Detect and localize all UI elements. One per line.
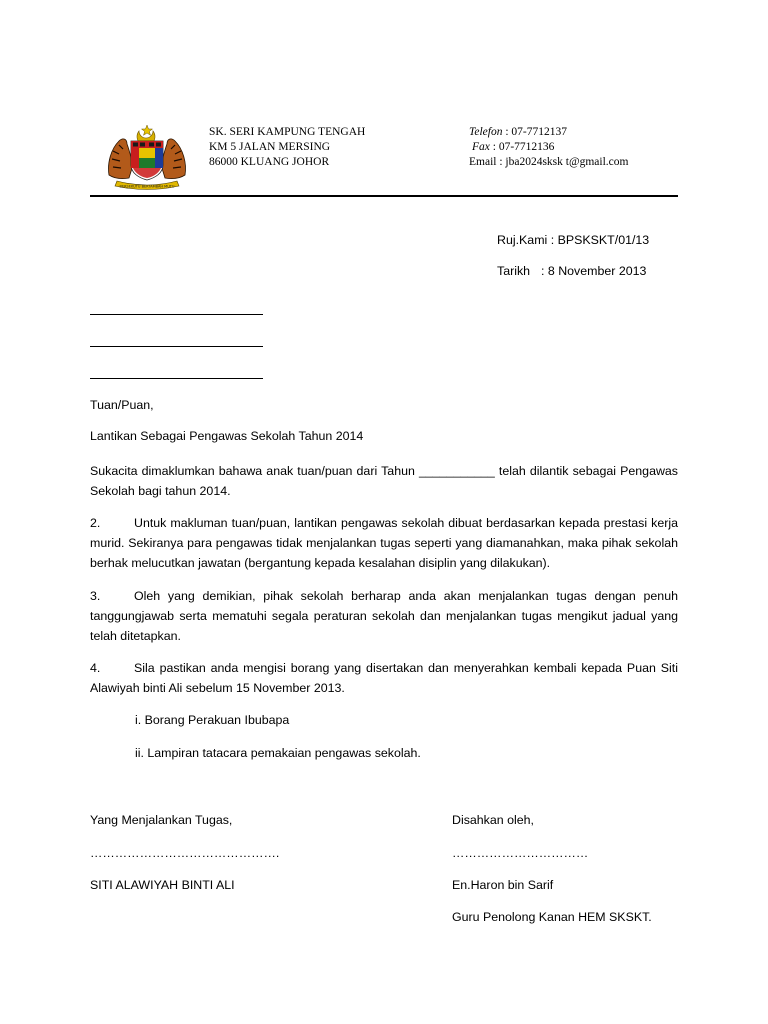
school-street: KM 5 JALAN MERSING	[209, 141, 331, 153]
fax-label: Fax	[472, 141, 490, 153]
attachment-item: i. Borang Perakuan Ibubapa	[135, 713, 290, 727]
paragraph-2	[90, 513, 678, 573]
letter-date	[497, 264, 646, 278]
fax-value: : 07-7712136	[492, 141, 555, 153]
telefon-label: Telefon	[469, 126, 503, 138]
paragraph-3-text: Oleh yang demikian, pihak sekolah berharap anda akan menjalankan tugas dengan penuh tanggungjawab serta mematuhi segala peraturan sekolah dan menjalankan tugas mengikut jadual yang telah ditetapkan.	[90, 589, 678, 643]
left-signature-line: ……………………………………….	[90, 846, 280, 860]
paragraph-4	[90, 658, 678, 698]
paragraph-number: 3.	[90, 589, 101, 603]
tarikh-value: : 8 November 2013	[541, 264, 647, 278]
telefon-value: : 07-7712137	[505, 126, 567, 138]
coat-of-arms-logo	[103, 123, 191, 191]
right-signature-line: ……………………………	[452, 846, 589, 860]
svg-text:BERSEKUTU BERTAMBAH MUTU: BERSEKUTU BERTAMBAH MUTU	[119, 184, 175, 189]
reference-number: Ruj.Kami : BPSKSKT/01/13	[497, 233, 650, 247]
fax-line	[469, 140, 628, 155]
school-city: 86000 KLUANG JOHOR	[209, 156, 330, 168]
email-line: Email : jba2024sksk t@gmail.com	[469, 156, 629, 168]
paragraph-2-text: Untuk makluman tuan/puan, lantikan pengawas sekolah dibuat berdasarkan kepada prestasi kerja murid. Sekiranya para pengawas tidak menjalankan tugas seperti yang diamanahkan, maka pihak sekolah berhak melucutkan jawatan (bergantung kepada kesalahan disiplin yang dilakukan).	[90, 516, 678, 570]
recipient-address-line	[90, 377, 263, 379]
recipient-address-line	[90, 313, 263, 315]
paragraph-number: 2.	[90, 516, 101, 530]
left-signature-title: Yang Menjalankan Tugas,	[90, 813, 233, 827]
school-name: SK. SERI KAMPUNG TENGAH	[209, 126, 366, 138]
recipient-address-line	[90, 345, 263, 347]
school-contact	[469, 125, 628, 170]
right-signatory-position: Guru Penolong Kanan HEM SKSKT.	[452, 910, 652, 924]
attachment-item: ii. Lampiran tatacara pemakaian pengawas sekolah.	[135, 746, 421, 760]
salutation: Tuan/Puan,	[90, 398, 154, 412]
paragraph-4-text: Sila pastikan anda mengisi borang yang disertakan dan menyerahkan kembali kepada Puan Siti Alawiyah binti Ali sebelum 15 November 2013.	[90, 661, 678, 695]
school-address	[209, 125, 365, 170]
tarikh-label: Tarikh	[497, 264, 531, 278]
right-signature-title: Disahkan oleh,	[452, 813, 534, 827]
paragraph-3	[90, 586, 678, 646]
paragraph-number: 4.	[90, 661, 101, 675]
header-divider	[90, 195, 678, 197]
paragraph-1: Sukacita dimaklumkan bahawa anak tuan/puan dari Tahun ___________ telah dilantik sebagai Pengawas Sekolah bagi tahun 2014.	[90, 464, 678, 498]
telefon-line	[469, 125, 628, 140]
letter-subject: Lantikan Sebagai Pengawas Sekolah Tahun 2014	[90, 429, 364, 443]
right-signatory-name: En.Haron bin Sarif	[452, 878, 554, 892]
left-signatory-name: SITI ALAWIYAH BINTI ALI	[90, 878, 235, 892]
